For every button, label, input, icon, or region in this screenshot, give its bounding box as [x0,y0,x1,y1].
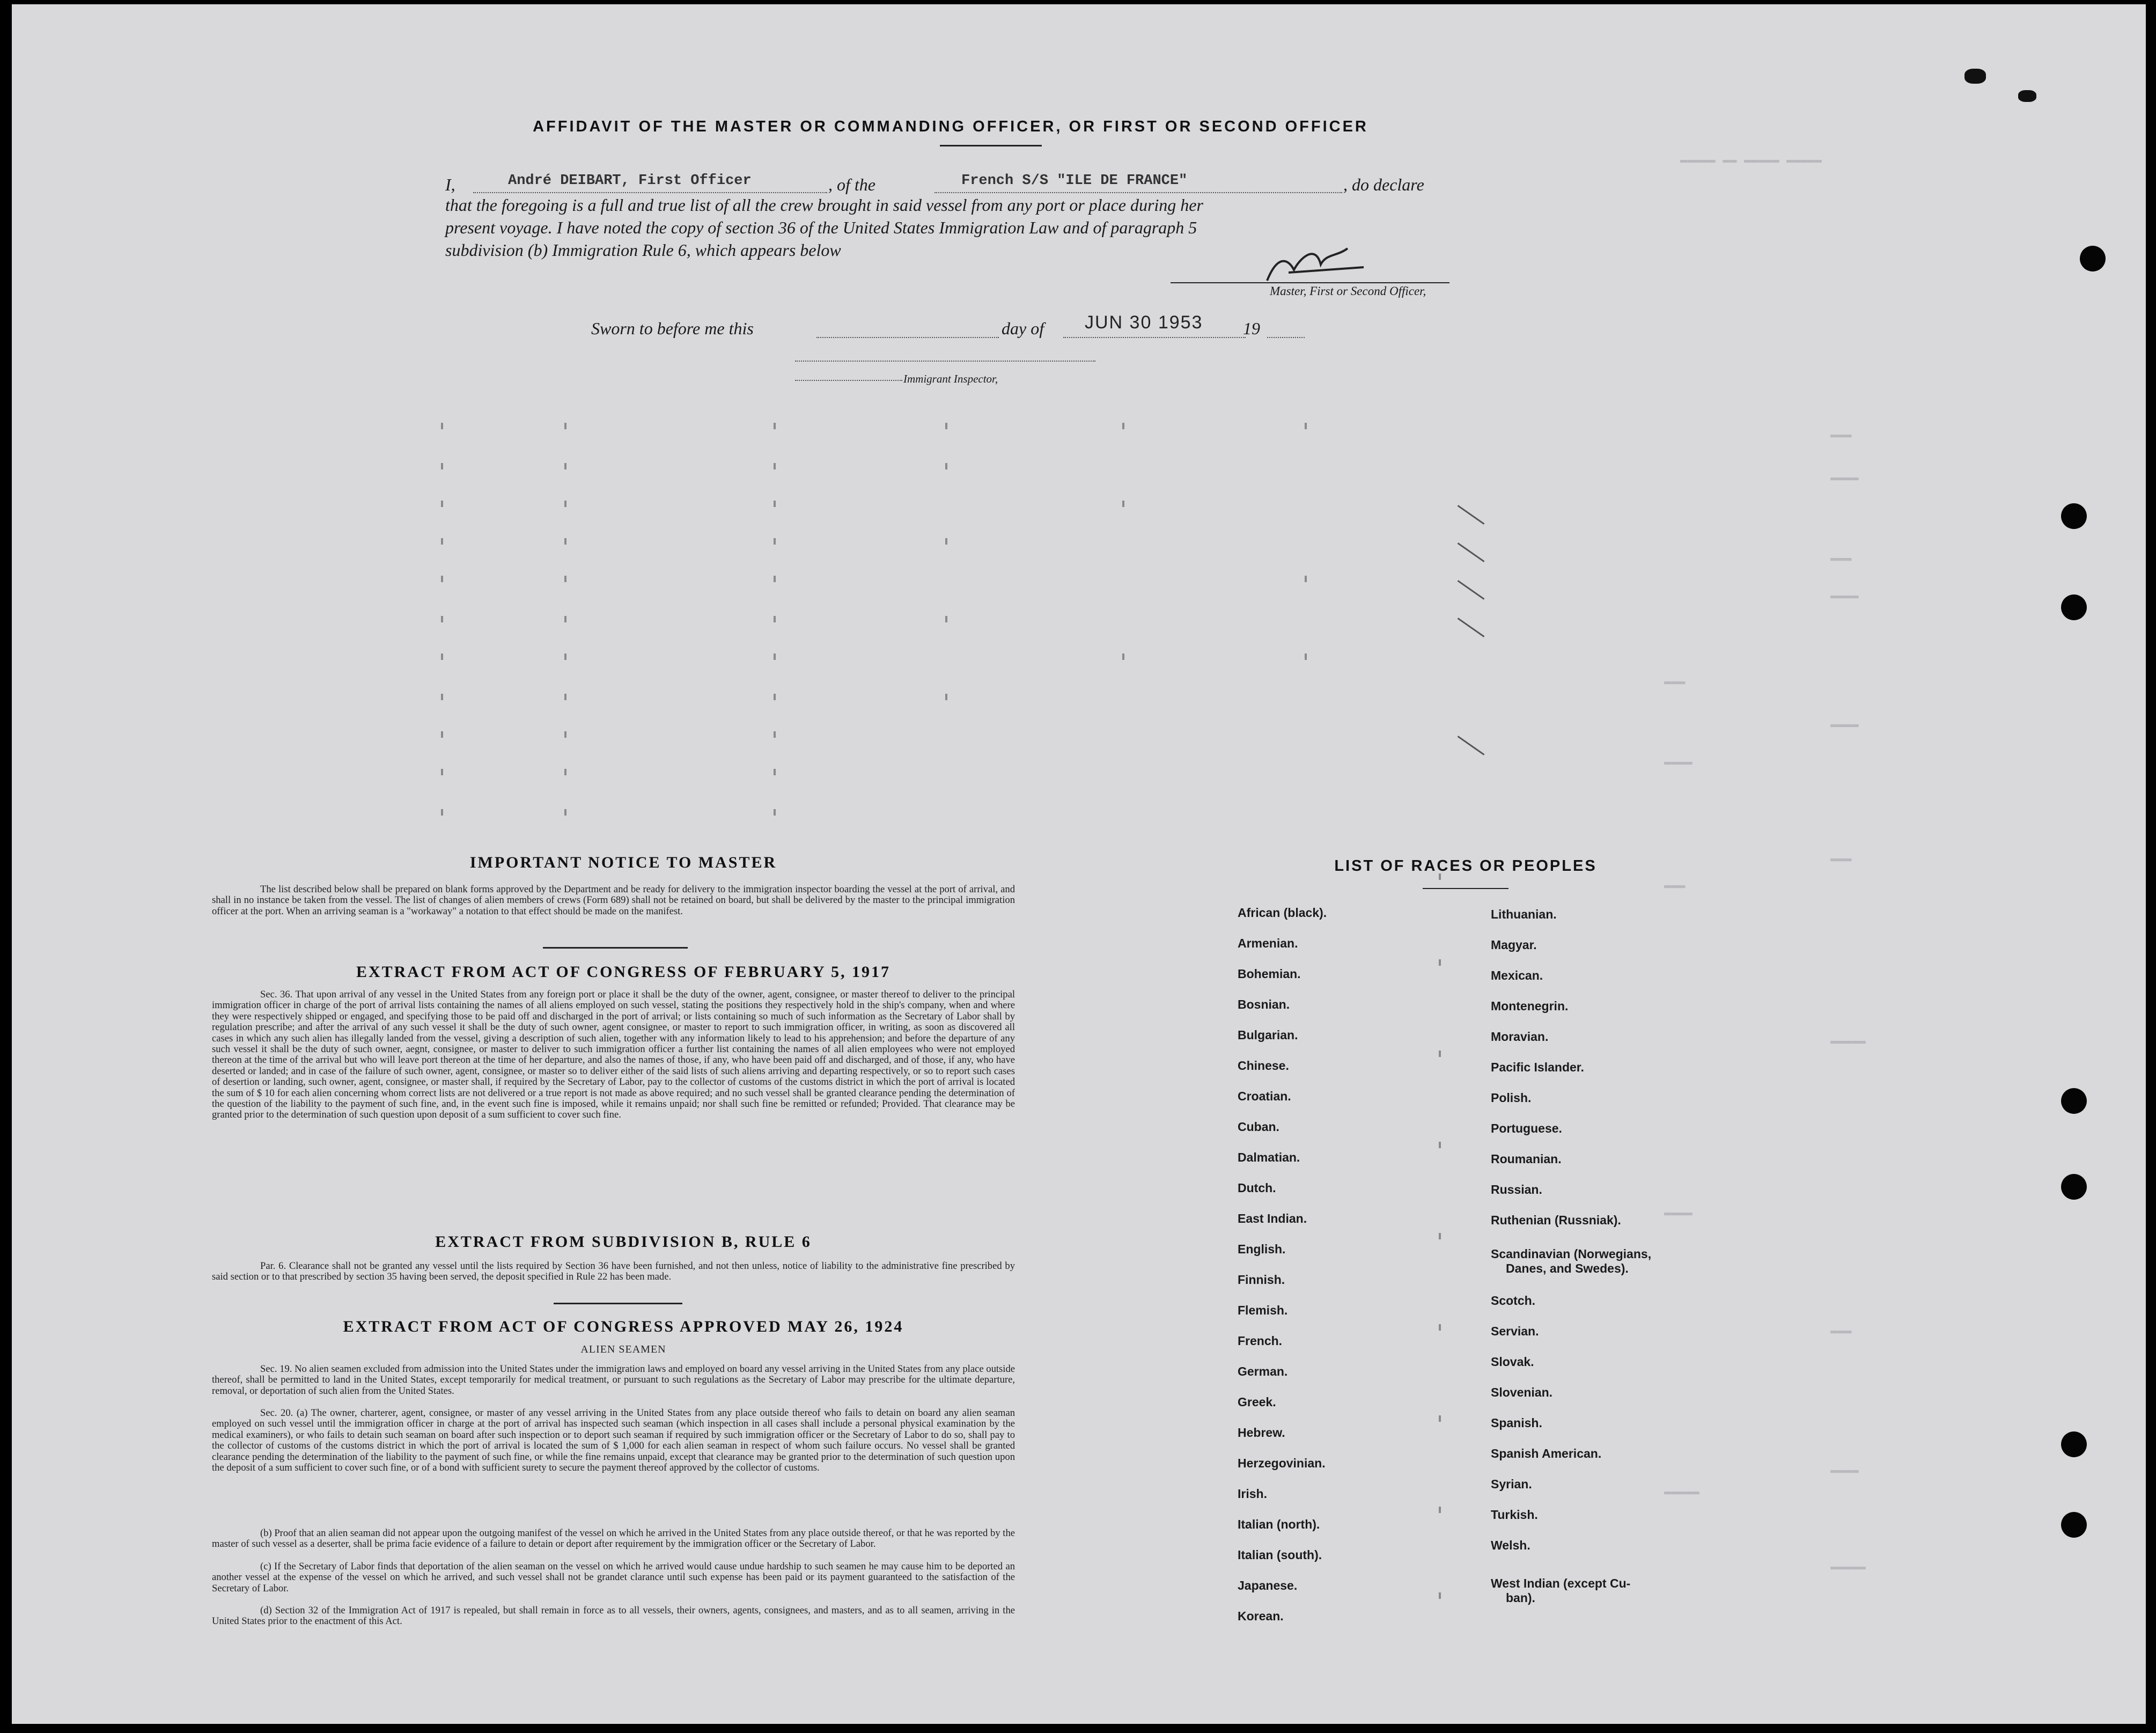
punch-hole [2061,1174,2087,1200]
bleed-through-text: ▬▬▬▬▬ [1830,1034,1866,1048]
sec20-text: Sec. 20. (a) The owner, charterer, agent, consignee, or master of any vessel arriving in the United States from any place outside thereof who fails to detain on board any alien seaman employed on such vessel until the immigration officer in charge at the port of arrival has inspected such seaman (which inspection in all cases shall include a personal physical examination by the medical examiners), or who fails to detain such seaman on board after such inspection or to deport such seaman if required by such immigration officer or the Secretary of Labor to do so, shall pay to the collector of customs of the customs district in which the port of arrival is located the sum of $ 1,000 for each alien seaman in respect of whom such failure occurs. No vessel shall be granted clearance pending the determination of the liability to the payment of such fine, or while the fine remains unpaid, except that clearance may be granted prior to the determination of such question upon the deposit of a sum sufficient to cover such fine, or of a bond with sufficient surety to secure the payment thereof approved by the collector of customs. [212,1407,1015,1474]
sec20b-text: (b) Proof that an alien seaman did not appear upon the outgoing manifest of the vessel on which he arrived in the United States from any place outside thereof, or that he was reported by the master of such vessel as a deserter, shall be prima facie evidence of a failure to detain or deport after requirement by the immigration officer or the Secretary of Labor. [212,1528,1015,1550]
fill-line [473,192,827,193]
race-item: Irish. [1238,1487,1267,1501]
race-item: Montenegrin. [1491,999,1569,1013]
bleed-through-text: ▬▬▬ [1830,852,1852,865]
race-item: Armenian. [1238,936,1298,950]
fill-line [1267,337,1305,338]
race-item: West Indian (except Cu- [1491,1576,1631,1590]
bleed-through-text: ▬▬▬ [1664,675,1686,688]
race-item: Cuban. [1238,1120,1279,1134]
rule6-title: EXTRACT FROM SUBDIVISION B, RULE 6 [435,1233,812,1251]
race-item: Ruthenian (Russniak). [1491,1213,1621,1227]
extract-1924-subtitle: ALIEN SEAMEN [580,1343,666,1355]
fill-line [795,361,1095,362]
race-item: Bulgarian. [1238,1028,1298,1042]
race-item: Pacific Islander. [1491,1060,1584,1074]
do-declare-text: , do declare [1343,175,1424,194]
divider [940,145,1042,146]
inspector-label: Immigrant Inspector, [903,372,998,385]
punch-hole [2061,1512,2087,1538]
race-item: Japanese. [1238,1578,1298,1592]
race-item: Slovenian. [1491,1385,1553,1399]
race-item: French. [1238,1334,1283,1348]
bleed-through-text: ▬▬▬ [1830,1324,1852,1338]
race-item: Magyar. [1491,938,1537,952]
bleed-through-text: ▬▬▬ [1830,428,1852,442]
race-item: Scandinavian (Norwegians, [1491,1247,1652,1261]
bleed-through-text: ▬▬▬▬▬ ▬▬ ▬▬▬▬▬ ▬▬▬▬▬ [1680,153,1822,167]
document-page [12,4,2146,1724]
race-item: Italian (south). [1238,1548,1322,1562]
race-item: Chinese. [1238,1059,1289,1073]
race-item: African (black). [1238,906,1327,920]
notice-text: The list described below shall be prepared on blank forms approved by the Department and be ready for delivery to the immigration inspector boarding the vessel at the port of arrival, and shall in no instance be taken from the vessel. The list of changes of alien members of crews (Form 689) shall not be retained on board, but shall be delivered by the master to the principal immigration officer at the port. When an arriving seaman is a "workaway" a notation to that effect should be made on the manifest. [212,884,1015,917]
race-item: Turkish. [1491,1508,1538,1522]
race-item: English. [1238,1242,1286,1256]
day-of-text: day of [1002,319,1044,338]
race-item: Slovak. [1491,1355,1534,1369]
race-item: Italian (north). [1238,1517,1320,1531]
fill-line [795,380,902,381]
rule6-text: Par. 6. Clearance shall not be granted any vessel until the lists required by Section 36 have been furnished, and not then unless, notice of liability to the administrative fine prescribed by said section or to that prescribed by section 35 having been served, the deposit specified in Rule 22 has been made. [212,1260,1015,1283]
race-item: Dalmatian. [1238,1150,1300,1164]
race-item: Finnish. [1238,1273,1285,1287]
fill-line [934,192,1342,193]
notice-title: IMPORTANT NOTICE TO MASTER [469,854,777,871]
affidavit-i: I, [445,175,455,194]
race-item: Moravian. [1491,1030,1549,1044]
fill-line [816,337,999,338]
punch-hole [2061,503,2087,529]
race-item: Polish. [1491,1091,1532,1105]
bleed-through-text: ▬▬▬▬ [1664,755,1693,769]
race-item: Herzegovinian. [1238,1456,1326,1470]
race-item: Scotch. [1491,1294,1536,1308]
race-item: Dutch. [1238,1181,1276,1195]
bleed-through-text: ▬▬▬ [1830,552,1852,565]
year-prefix: 19 [1243,319,1260,338]
race-item: Syrian. [1491,1477,1532,1491]
of-the-text: , of the [828,175,875,194]
signature-line [1171,282,1449,283]
race-item: East Indian. [1238,1211,1307,1225]
vessel-name-field: French S/S "ILE DE FRANCE" [961,173,1188,189]
race-item: Hebrew. [1238,1426,1285,1440]
race-item: Bosnian. [1238,997,1290,1011]
bleed-through-text: ▬▬▬▬ [1664,1206,1693,1220]
punch-hole [2061,1088,2087,1114]
race-item: Flemish. [1238,1303,1288,1317]
affidavit-line: subdivision (b) Immigration Rule 6, which appears below [445,240,841,260]
bleed-through-text: ▬▬▬▬ [1830,718,1859,731]
race-item: Bohemian. [1238,967,1301,981]
date-stamp: JUN 30 1953 [1085,312,1203,333]
race-item: German. [1238,1364,1288,1378]
race-item: Welsh. [1491,1538,1530,1552]
bleed-through-text: ▬▬▬▬▬ [1830,1560,1866,1574]
sec19-text: Sec. 19. No alien seamen excluded from admission into the United States under the immigration laws and employed on board any vessel arriving in the United States from any place outside thereof, shall be permitted to land in the United States, except temporarily for medical treatment, or pursuant to such regulations as the Secretary of Labor may prescribe for the ultimate departure, removal, or deportation of such alien from the United States. [212,1363,1015,1397]
divider [1423,888,1509,889]
race-item: Korean. [1238,1609,1284,1623]
extract-1917-title: EXTRACT FROM ACT OF CONGRESS OF FEBRUARY 5, 1917 [356,963,891,981]
races-title: LIST OF RACES OR PEOPLES [1334,857,1597,875]
affidavit-line: present voyage. I have noted the copy of section 36 of the United States Immigration Law and of paragraph 5 [445,218,1197,237]
bleed-through-text: ▬▬▬▬ [1830,1464,1859,1477]
punch-hole [2080,246,2106,271]
affidavit-line: that the foregoing is a full and true list of all the crew brought in said vessel from any port or place during her [445,195,1203,215]
bleed-through-text: ▬▬▬▬▬ [1664,1485,1700,1499]
fill-line [1063,337,1246,338]
sworn-text: Sworn to before me this [591,319,754,338]
signature-role-label: Master, First or Second Officer, [1270,284,1426,298]
punch-hole [2061,1431,2087,1457]
ink-mark [1964,69,1986,84]
sec20d-text: (d) Section 32 of the Immigration Act of 1917 is repealed, but shall remain in force as to all vessels, their owners, agents, consignees, and masters, and as to all seamen, arriving in the United States prior to the enactment of this Act. [212,1605,1015,1627]
divider [554,1303,682,1304]
bleed-through-text: ▬▬▬ [1664,879,1686,892]
race-item: Spanish. [1491,1416,1542,1430]
bleed-through-text: ▬▬▬▬ [1830,471,1859,484]
officer-name-field: André DEIBART, First Officer [508,173,752,189]
officer-signature [1256,238,1374,291]
race-item: Mexican. [1491,968,1543,982]
race-item: Croatian. [1238,1089,1291,1103]
bleed-through-text: ▬▬▬▬ [1830,589,1859,603]
extract-1917-text: Sec. 36. That upon arrival of any vessel in the United States from any foreign port or place it shall be the duty of the owner, agent, consignee, or master thereof to deliver to the principal immigration officer in charge of the port of arrival lists containing the names of all aliens employed on such vessel, stating the positions they respectively hold in the ship's company, when and where they were respectively shipped or engaged, and specifying those to be paid off and discharged in the port of arrival; or lists containing so much of such information as the Secretary of Labor shall by regulation prescribe; and after the arrival of any such vessel it shall be the duty of such owner, agent consignee, or master to report to such immigration officer, in writing, as soon as discovered all cases in which any such alien has illegally landed from the vessel, giving a description of such alien, together with any information likely to lead to his apprehension; and before the departure of any such vessel it shall be the duty of such owner, aegnt, consignee, or master to deliver to such immigration officer a further list containing the names of all alien employees who were not employed thereon at the time of the arrival but who will leave port thereon at the time of her departure, and also the names of those, if any, who have been paid off and discharged, and of those, if any, who have deserted or landed; and in case of the failure of such owner, agent, consignee, or master so to deliver either of the said lists of such aliens arriving and departing respectively, or so to report such cases of desertion or landing, such owner, agent, consignee, or master shall, if required by the Secretary of Labor, pay to the collector of customs of the customs district in which the port of arrival is located the sum of $ 10 for each alien concerning whom correct lists are not delivered or a true report is not made as above required; and no such vessel shall be granted clearance pending the determination of the question of the liability to the payment of such fine, and, in the event such fine is imposed, while it remains unpaid; nor shall such fine be remitted or refunded; Provided. That clearance may be granted prior to the determination of such question upon deposit of a sum sufficient to cover such fine. [212,989,1015,1121]
race-item: Lithuanian. [1491,907,1557,921]
ink-mark [2018,90,2036,102]
race-item: ban). [1506,1591,1535,1605]
race-item: Portuguese. [1491,1121,1562,1135]
race-item: Russian. [1491,1183,1542,1196]
extract-1924-title: EXTRACT FROM ACT OF CONGRESS APPROVED MAY 26, 1924 [343,1318,904,1335]
race-item: Spanish American. [1491,1446,1602,1460]
sec20c-text: (c) If the Secretary of Labor finds that deportation of the alien seaman on the vessel on which he arrived would cause undue hardship to such seamen he may cause him to be deported an another vessel at the expense of the vessel on which he arrived, and such vessel shall not be grandet clarance until such expense has been paid or its payment guaranteed to the satisfaction of the Secretary of Labor. [212,1561,1015,1594]
divider [543,947,688,949]
race-item: Servian. [1491,1324,1539,1338]
affidavit-title: AFFIDAVIT OF THE MASTER OR COMMANDING OFFICER, OR FIRST OR SECOND OFFICER [533,118,1368,135]
punch-hole [2061,594,2087,620]
race-item: Roumanian. [1491,1152,1562,1166]
race-item: Danes, and Swedes). [1506,1261,1629,1275]
race-item: Greek. [1238,1395,1276,1409]
